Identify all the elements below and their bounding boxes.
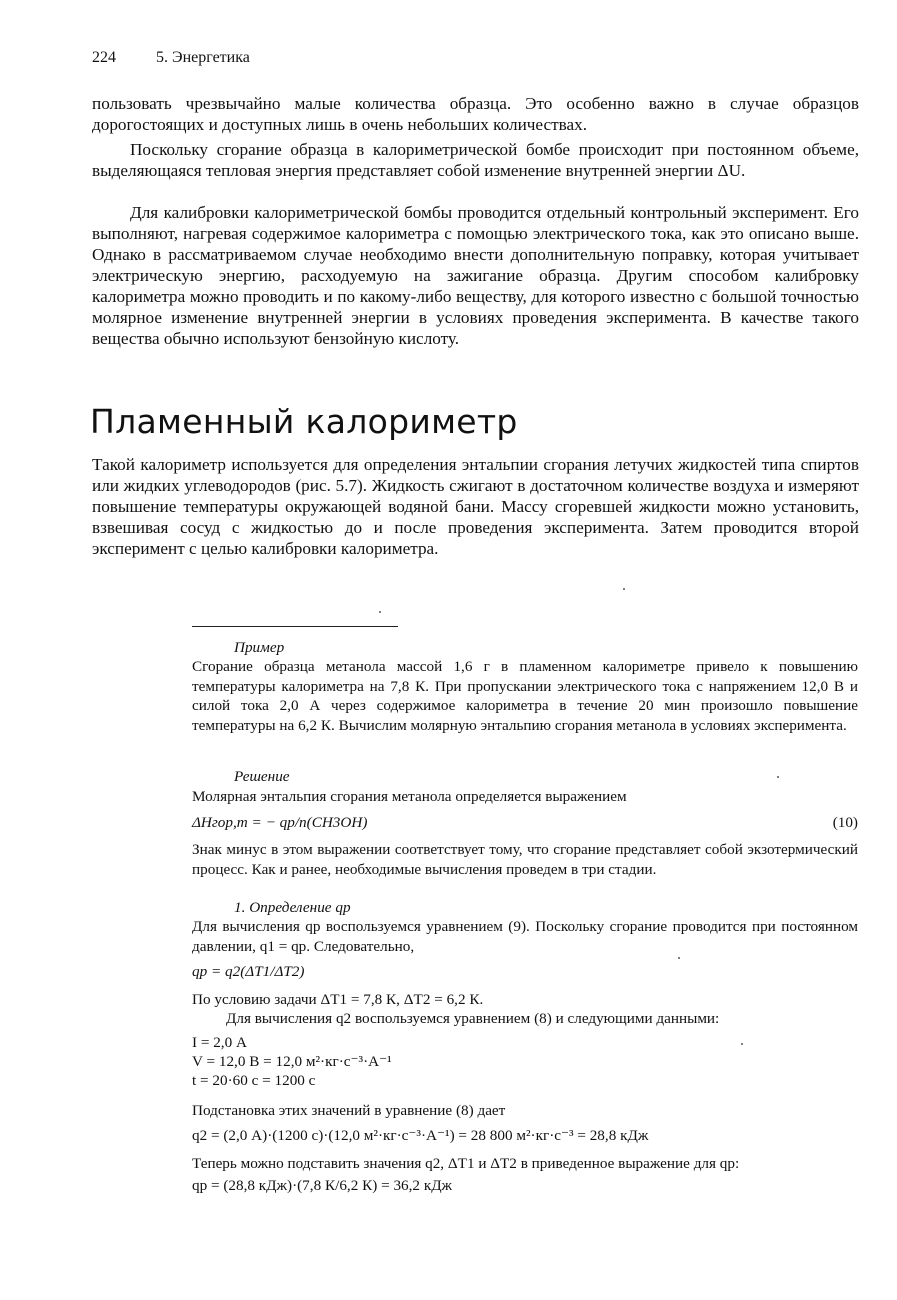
solution-heading: Решение xyxy=(234,768,290,785)
scan-speck xyxy=(777,776,779,778)
sign-paragraph: Знак минус в этом выражении соответствует тому, что сгорание представляет собой экзотермический процесс. Как и ранее, необходимые вычисления проведем в три стадии. xyxy=(192,841,858,878)
equation-10-text: ΔHгор,m = − qp/n(CH3OH) xyxy=(192,814,368,831)
equation-10 xyxy=(192,813,858,833)
paragraph-3: Для калибровки калориметрической бомбы проводится отдельный контрольный эксперимент. Его выполняют, нагревая содержимое калориметра с помощью электрического тока, как это описано выше. Однако в рассматриваемом случае необходимо внести дополнительную поправку, которая учитывает электрическую энергию, расходуемую на зажигание образца. Другим способом калибровку калориметра можно проводить и по какому-либо веществу, для которого известно с большой точностью молярное изменение внутренней энергии в условиях проведения эксперимента. В качестве такого вещества обычно используют бензойную кислоту. xyxy=(92,203,859,348)
solution-line-1: Молярная энтальпия сгорания метанола определяется выражением xyxy=(192,788,627,805)
conditions-text: По условию задачи ΔT1 = 7,8 К, ΔT2 = 6,2 К. xyxy=(192,991,484,1008)
equation-q2: q2 = (2,0 А)·(1200 с)·(12,0 м²·кг·с⁻³·А⁻¹) = 28 800 м²·кг·с⁻³ = 28,8 кДж xyxy=(192,1127,649,1144)
example-heading: Пример xyxy=(234,639,285,656)
data-voltage: V = 12,0 В = 12,0 м²·кг·с⁻³·А⁻¹ xyxy=(192,1053,392,1070)
page-header xyxy=(92,49,250,67)
scan-speck xyxy=(741,1043,743,1045)
paragraph-2: Поскольку сгорание образца в калориметрической бомбе происходит при постоянном объеме, выделяющаяся тепловая энергия представляет собой изменение внутренней энергии ΔU. xyxy=(92,140,859,180)
paragraph-1: пользовать чрезвычайно малые количества образца. Это особенно важно в случае образцов дорогостоящих и доступных лишь в очень небольших количествах. xyxy=(92,94,859,134)
data-current: I = 2,0 А xyxy=(192,1034,247,1051)
step-1-text: Для вычисления qp воспользуемся уравнением (9). Поскольку сгорание проводится при постоянном давлении, q1 = qp. Следовательно, xyxy=(192,918,858,955)
equation-final: qp = (28,8 кДж)·(7,8 К/6,2 К) = 36,2 кДж xyxy=(192,1177,453,1194)
section-intro: Такой калориметр используется для определения энтальпии сгорания летучих жидкостей типа спиртов или жидких углеводородов (рис. 5.7). Жидкость сжигают в достаточном количестве воздуха и измеряют повышение температуры окружающей водяной бани. Массу сгоревшей жидкости можно установить, взвешивая сосуд с жидкостью до и после проведения эксперимента. Затем проводится второй эксперимент с целью калибровки калориметра. xyxy=(92,455,859,558)
chapter-title: 5. Энергетика xyxy=(156,49,250,66)
data-time: t = 20·60 с = 1200 с xyxy=(192,1072,316,1089)
example-divider xyxy=(192,626,398,627)
step-1-heading: 1. Определение qp xyxy=(234,899,351,916)
scan-speck xyxy=(623,588,625,590)
substitution-intro: Подстановка этих значений в уравнение (8) дает xyxy=(192,1102,506,1119)
section-title: Пламенный калориметр xyxy=(90,402,518,441)
scan-speck xyxy=(379,611,381,613)
page-number: 224 xyxy=(92,49,116,66)
equation-qp: qp = q2(ΔT1/ΔT2) xyxy=(192,963,305,980)
final-intro: Теперь можно подставить значения q2, ΔT1 и ΔT2 в приведенное выражение для qp: xyxy=(192,1155,740,1172)
example-text: Сгорание образца метанола массой 1,6 г в пламенном калориметре привело к повышению температуры калориметра на 7,8 К. При пропускании электрического тока с напряжением 12,0 В и силой тока 2,0 А через содержимое калориметра в течение 20 мин произошло повышение температуры на 6,2 К. Вычислим молярную энтальпию сгорания метанола в условиях эксперимента. xyxy=(192,658,858,734)
scan-speck xyxy=(678,957,680,959)
equation-10-number: (10) xyxy=(832,814,858,831)
q2-intro: Для вычисления q2 воспользуемся уравнением (8) и следующими данными: xyxy=(226,1010,720,1027)
